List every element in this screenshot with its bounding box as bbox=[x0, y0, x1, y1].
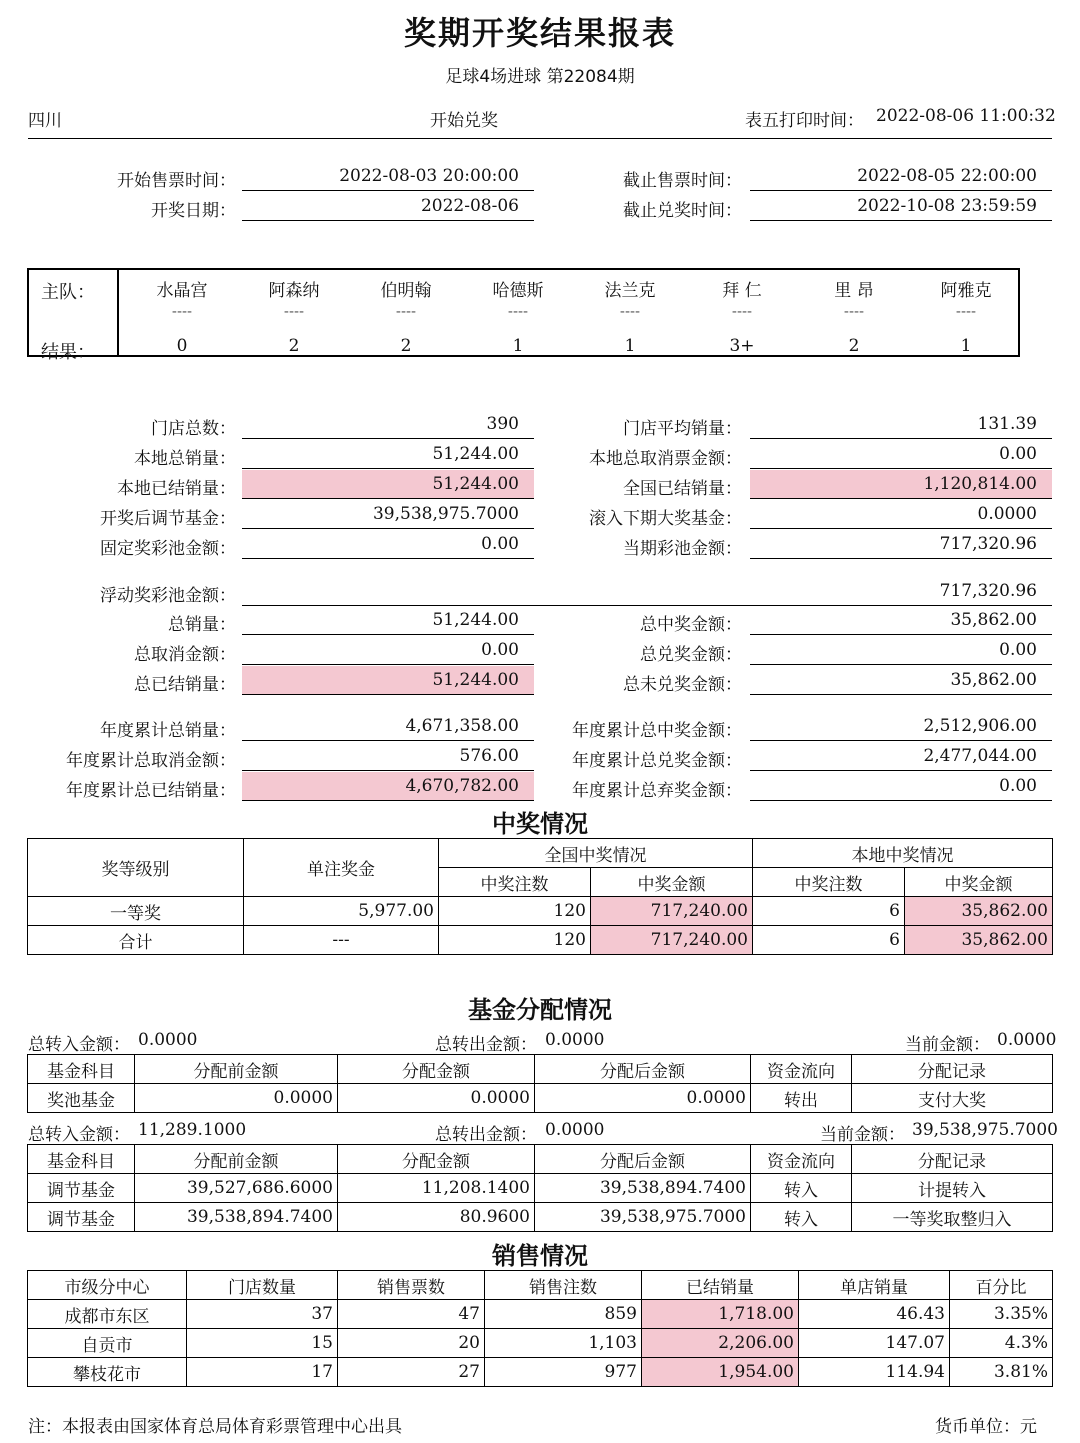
sales-header-per-store: 单店销量 bbox=[799, 1271, 950, 1300]
underline bbox=[242, 220, 534, 221]
fund-header-record: 分配记录 bbox=[852, 1055, 1053, 1084]
province: 四川 bbox=[28, 111, 62, 131]
local-count: 6 bbox=[753, 897, 905, 926]
sales-settled: 2,206.00 bbox=[642, 1329, 799, 1358]
store-total-value: 390 bbox=[486, 414, 519, 434]
underline bbox=[750, 558, 1052, 559]
header-divider bbox=[28, 138, 1052, 139]
sales-settled: 1,718.00 bbox=[642, 1300, 799, 1329]
fund-header-subject: 基金科目 bbox=[28, 1055, 135, 1084]
year-sales-label: 年度累计总销量： bbox=[100, 721, 236, 741]
underline bbox=[242, 800, 534, 801]
underline bbox=[242, 605, 1052, 606]
sales-bets: 1,103 bbox=[485, 1329, 642, 1358]
store-avg-label: 门店平均销量： bbox=[623, 419, 742, 439]
adjust-out-value: 0.0000 bbox=[545, 1120, 605, 1140]
local-sales-label: 本地总销量： bbox=[134, 449, 236, 469]
fund-record: 支付大奖 bbox=[852, 1084, 1053, 1113]
draw-date-label: 开奖日期： bbox=[151, 201, 236, 221]
total-sales-label: 总销量： bbox=[168, 615, 236, 635]
underline bbox=[750, 468, 1052, 469]
pool-out-value: 0.0000 bbox=[545, 1030, 605, 1050]
national-count: 120 bbox=[439, 897, 591, 926]
underline bbox=[242, 740, 534, 741]
total-redeemed-value: 0.00 bbox=[999, 640, 1037, 660]
year-abandoned-value: 0.00 bbox=[999, 776, 1037, 796]
total-unredeemed-value: 35,862.00 bbox=[950, 670, 1037, 690]
underline bbox=[242, 190, 534, 191]
adjust-in-label: 总转入金额： bbox=[28, 1125, 130, 1145]
table-row bbox=[28, 1358, 1053, 1387]
sales-header-pct: 百分比 bbox=[950, 1271, 1053, 1300]
sales-stores: 15 bbox=[187, 1329, 338, 1358]
fund-header-amount: 分配金额 bbox=[338, 1055, 535, 1084]
prize-header-national: 全国中奖情况 bbox=[439, 839, 753, 868]
local-cancel-value: 0.00 bbox=[999, 444, 1037, 464]
fund-flow: 转出 bbox=[751, 1084, 852, 1113]
local-cancel-label: 本地总取消票金额： bbox=[589, 449, 742, 469]
fund-flow: 转入 bbox=[751, 1174, 852, 1203]
underline bbox=[242, 468, 534, 469]
prize-header-level: 奖等级别 bbox=[28, 839, 244, 897]
fund-subject: 调节基金 bbox=[28, 1203, 135, 1232]
prize-header-amount: 中奖金额 bbox=[591, 868, 753, 897]
sales-settled: 1,954.00 bbox=[642, 1358, 799, 1387]
fund-amount: 80.9600 bbox=[338, 1203, 535, 1232]
adjust-fund-label: 开奖后调节基金： bbox=[100, 509, 236, 529]
float-pool-value: 717,320.96 bbox=[939, 581, 1037, 601]
underline bbox=[242, 528, 534, 529]
local-count: 6 bbox=[753, 926, 905, 955]
local-sales-value: 51,244.00 bbox=[432, 444, 519, 464]
sales-table bbox=[27, 1270, 1053, 1387]
fixed-pool-label: 固定奖彩池金额： bbox=[100, 539, 236, 559]
adjust-cur-label: 当前金额： bbox=[820, 1125, 905, 1145]
total-prize-label: 总中奖金额： bbox=[640, 615, 742, 635]
pool-in-value: 0.0000 bbox=[138, 1030, 198, 1050]
table-row bbox=[28, 926, 1053, 955]
national-amount: 717,240.00 bbox=[591, 897, 753, 926]
report-subtitle: 足球4场进球 第22084期 bbox=[445, 67, 635, 87]
year-settled-label: 年度累计总已结销量： bbox=[66, 781, 236, 801]
team-name: 法兰克 bbox=[604, 281, 656, 301]
report-title: 奖期开奖结果报表 bbox=[403, 14, 676, 52]
underline bbox=[242, 558, 534, 559]
fund-header-record: 分配记录 bbox=[852, 1145, 1053, 1174]
adjust-cur-value: 39,538,975.7000 bbox=[912, 1120, 1059, 1140]
sales-per-store: 114.94 bbox=[799, 1358, 950, 1387]
prize-table bbox=[27, 838, 1053, 955]
year-cancel-value: 576.00 bbox=[459, 746, 519, 766]
match-result: 1 bbox=[624, 336, 636, 356]
fund-section-title: 基金分配情况 bbox=[468, 996, 612, 1024]
fund-header-subject: 基金科目 bbox=[28, 1145, 135, 1174]
underline bbox=[750, 498, 1052, 499]
underline bbox=[750, 664, 1052, 665]
total-sales-value: 51,244.00 bbox=[432, 610, 519, 630]
underline bbox=[750, 770, 1052, 771]
team-name: 里 昂 bbox=[834, 281, 874, 301]
fund-record: 一等奖取整归入 bbox=[852, 1203, 1053, 1232]
year-sales-value: 4,671,358.00 bbox=[405, 716, 519, 736]
sale-start-label: 开始售票时间： bbox=[117, 171, 236, 191]
sales-pct: 4.3% bbox=[950, 1329, 1053, 1358]
match-result: 2 bbox=[400, 336, 412, 356]
fund-after: 0.0000 bbox=[535, 1084, 751, 1113]
match-result: 2 bbox=[848, 336, 860, 356]
fund-header-after: 分配后金额 bbox=[535, 1145, 751, 1174]
sales-per-store: 46.43 bbox=[799, 1300, 950, 1329]
underline bbox=[750, 438, 1052, 439]
team-label: 主队： bbox=[41, 282, 95, 303]
fund-header-flow: 资金流向 bbox=[751, 1145, 852, 1174]
fund-subject: 调节基金 bbox=[28, 1174, 135, 1203]
prize-unit: 5,977.00 bbox=[244, 897, 439, 926]
fund-subject: 奖池基金 bbox=[28, 1084, 135, 1113]
draw-date-value: 2022-08-06 bbox=[420, 196, 519, 216]
prize-level: 一等奖 bbox=[28, 897, 244, 926]
sales-center: 自贡市 bbox=[28, 1329, 187, 1358]
match-result: 0 bbox=[176, 336, 188, 356]
prize-section-title: 中奖情况 bbox=[492, 810, 588, 838]
adjust-in-value: 11,289.1000 bbox=[138, 1120, 247, 1140]
table-row bbox=[28, 1300, 1053, 1329]
dash: ---- bbox=[619, 304, 641, 320]
redeem-status: 开始兑奖 bbox=[430, 111, 498, 131]
team-name: 水晶宫 bbox=[156, 281, 208, 301]
fund-header-before: 分配前金额 bbox=[135, 1055, 338, 1084]
fund-amount: 11,208.1400 bbox=[338, 1174, 535, 1203]
underline bbox=[242, 498, 534, 499]
total-settled-label: 总已结销量： bbox=[134, 675, 236, 695]
dash: ---- bbox=[283, 304, 305, 320]
total-cancel-value: 0.00 bbox=[481, 640, 519, 660]
sales-pct: 3.35% bbox=[950, 1300, 1053, 1329]
underline bbox=[242, 694, 534, 695]
prize-header-count: 中奖注数 bbox=[753, 868, 905, 897]
dash: ---- bbox=[395, 304, 417, 320]
fund-record: 计提转入 bbox=[852, 1174, 1053, 1203]
sales-center: 成都市东区 bbox=[28, 1300, 187, 1329]
sales-per-store: 147.07 bbox=[799, 1329, 950, 1358]
print-time-label: 表五打印时间： bbox=[745, 111, 864, 131]
underline bbox=[242, 664, 534, 665]
dash: ---- bbox=[171, 304, 193, 320]
float-pool-label: 浮动奖彩池金额： bbox=[100, 586, 236, 606]
underline bbox=[242, 438, 534, 439]
team-name: 阿雅克 bbox=[940, 281, 992, 301]
national-count: 120 bbox=[439, 926, 591, 955]
year-settled-value: 4,670,782.00 bbox=[405, 776, 519, 796]
table-row bbox=[28, 1174, 1053, 1203]
team-name: 阿森纳 bbox=[268, 281, 320, 301]
redeem-end-value: 2022-10-08 23:59:59 bbox=[857, 196, 1037, 216]
table-row bbox=[28, 897, 1053, 926]
pool-in-label: 总转入金额： bbox=[28, 1035, 130, 1055]
sale-end-label: 截止售票时间： bbox=[623, 171, 742, 191]
underline bbox=[242, 770, 534, 771]
total-settled-value: 51,244.00 bbox=[432, 670, 519, 690]
fund-before: 39,538,894.7400 bbox=[135, 1203, 338, 1232]
sale-end-value: 2022-08-05 22:00:00 bbox=[857, 166, 1037, 186]
match-results-box bbox=[27, 268, 1020, 363]
match-result: 1 bbox=[960, 336, 972, 356]
match-result: 2 bbox=[288, 336, 300, 356]
fund-after: 39,538,975.7000 bbox=[535, 1203, 751, 1232]
sales-bets: 977 bbox=[485, 1358, 642, 1387]
underline bbox=[750, 634, 1052, 635]
sales-tickets: 20 bbox=[338, 1329, 485, 1358]
total-redeemed-label: 总兑奖金额： bbox=[640, 645, 742, 665]
year-redeemed-value: 2,477,044.00 bbox=[923, 746, 1037, 766]
fund-header-amount: 分配金额 bbox=[338, 1145, 535, 1174]
underline bbox=[750, 220, 1052, 221]
fund-before: 0.0000 bbox=[135, 1084, 338, 1113]
pool-out-label: 总转出金额： bbox=[435, 1035, 537, 1055]
sales-header-center: 市级分中心 bbox=[28, 1271, 187, 1300]
sales-stores: 37 bbox=[187, 1300, 338, 1329]
team-name: 拜 仁 bbox=[722, 281, 762, 301]
adjust-out-label: 总转出金额： bbox=[435, 1125, 537, 1145]
underline bbox=[242, 634, 534, 635]
local-settled-value: 51,244.00 bbox=[432, 474, 519, 494]
team-name: 哈德斯 bbox=[492, 281, 544, 301]
prize-header-local: 本地中奖情况 bbox=[753, 839, 1053, 868]
year-abandoned-label: 年度累计总弃奖金额： bbox=[572, 781, 742, 801]
year-cancel-label: 年度累计总取消金额： bbox=[66, 751, 236, 771]
national-settled-label: 全国已结销量： bbox=[623, 479, 742, 499]
store-total-label: 门店总数： bbox=[151, 419, 236, 439]
table-row bbox=[28, 1329, 1053, 1358]
fund-after: 39,538,894.7400 bbox=[535, 1174, 751, 1203]
sales-tickets: 47 bbox=[338, 1300, 485, 1329]
sales-tickets: 27 bbox=[338, 1358, 485, 1387]
pool-cur-value: 0.0000 bbox=[997, 1030, 1057, 1050]
total-unredeemed-label: 总未兑奖金额： bbox=[623, 675, 742, 695]
print-time: 2022-08-06 11:00:32 bbox=[876, 106, 1056, 126]
prize-header-count: 中奖注数 bbox=[439, 868, 591, 897]
prize-level: 合计 bbox=[28, 926, 244, 955]
prize-header-amount: 中奖金额 bbox=[905, 868, 1053, 897]
period-pool-label: 当期彩池金额： bbox=[623, 539, 742, 559]
prize-header-unit: 单注奖金 bbox=[244, 839, 439, 897]
table-row bbox=[28, 1084, 1053, 1113]
table-row bbox=[28, 1203, 1053, 1232]
fund-amount: 0.0000 bbox=[338, 1084, 535, 1113]
fund-before: 39,527,686.6000 bbox=[135, 1174, 338, 1203]
local-settled-label: 本地已结销量： bbox=[117, 479, 236, 499]
currency-unit: 货币单位：元 bbox=[935, 1417, 1037, 1437]
fixed-pool-value: 0.00 bbox=[481, 534, 519, 554]
prize-unit: --- bbox=[244, 926, 439, 955]
pool-cur-label: 当前金额： bbox=[905, 1035, 990, 1055]
dash: ---- bbox=[843, 304, 865, 320]
sales-header-tickets: 销售票数 bbox=[338, 1271, 485, 1300]
team-name: 伯明翰 bbox=[380, 281, 432, 301]
footer-note: 注：本报表由国家体育总局体育彩票管理中心出具 bbox=[28, 1417, 402, 1437]
fund-header-after: 分配后金额 bbox=[535, 1055, 751, 1084]
underline bbox=[750, 528, 1052, 529]
rollover-label: 滚入下期大奖基金： bbox=[589, 509, 742, 529]
match-result: 1 bbox=[512, 336, 524, 356]
fund-header-flow: 资金流向 bbox=[751, 1055, 852, 1084]
redeem-end-label: 截止兑奖时间： bbox=[623, 201, 742, 221]
match-result: 3+ bbox=[729, 336, 755, 356]
dash: ---- bbox=[731, 304, 753, 320]
total-cancel-label: 总取消金额： bbox=[134, 645, 236, 665]
year-redeemed-label: 年度累计总兑奖金额： bbox=[572, 751, 742, 771]
underline bbox=[750, 190, 1052, 191]
sale-start-value: 2022-08-03 20:00:00 bbox=[339, 166, 519, 186]
national-amount: 717,240.00 bbox=[591, 926, 753, 955]
sales-section-title: 销售情况 bbox=[492, 1242, 588, 1270]
pool-fund-table bbox=[27, 1054, 1053, 1113]
local-amount: 35,862.00 bbox=[905, 897, 1053, 926]
sales-center: 攀枝花市 bbox=[28, 1358, 187, 1387]
underline bbox=[750, 694, 1052, 695]
total-prize-value: 35,862.00 bbox=[950, 610, 1037, 630]
underline bbox=[750, 800, 1052, 801]
year-prize-value: 2,512,906.00 bbox=[923, 716, 1037, 736]
year-prize-label: 年度累计总中奖金额： bbox=[572, 721, 742, 741]
sales-header-stores: 门店数量 bbox=[187, 1271, 338, 1300]
fund-header-before: 分配前金额 bbox=[135, 1145, 338, 1174]
underline bbox=[750, 740, 1052, 741]
sales-bets: 859 bbox=[485, 1300, 642, 1329]
sales-pct: 3.81% bbox=[950, 1358, 1053, 1387]
sales-header-settled: 已结销量 bbox=[642, 1271, 799, 1300]
dash: ---- bbox=[507, 304, 529, 320]
adjust-fund-value: 39,538,975.7000 bbox=[372, 504, 519, 524]
sales-stores: 17 bbox=[187, 1358, 338, 1387]
fund-flow: 转入 bbox=[751, 1203, 852, 1232]
adjust-fund-table bbox=[27, 1144, 1053, 1232]
period-pool-value: 717,320.96 bbox=[939, 534, 1037, 554]
box-divider bbox=[117, 270, 119, 355]
rollover-value: 0.0000 bbox=[977, 504, 1037, 524]
national-settled-value: 1,120,814.00 bbox=[923, 474, 1037, 494]
dash: ---- bbox=[955, 304, 977, 320]
result-label: 结果： bbox=[41, 342, 95, 363]
store-avg-value: 131.39 bbox=[977, 414, 1037, 434]
sales-header-bets: 销售注数 bbox=[485, 1271, 642, 1300]
local-amount: 35,862.00 bbox=[905, 926, 1053, 955]
